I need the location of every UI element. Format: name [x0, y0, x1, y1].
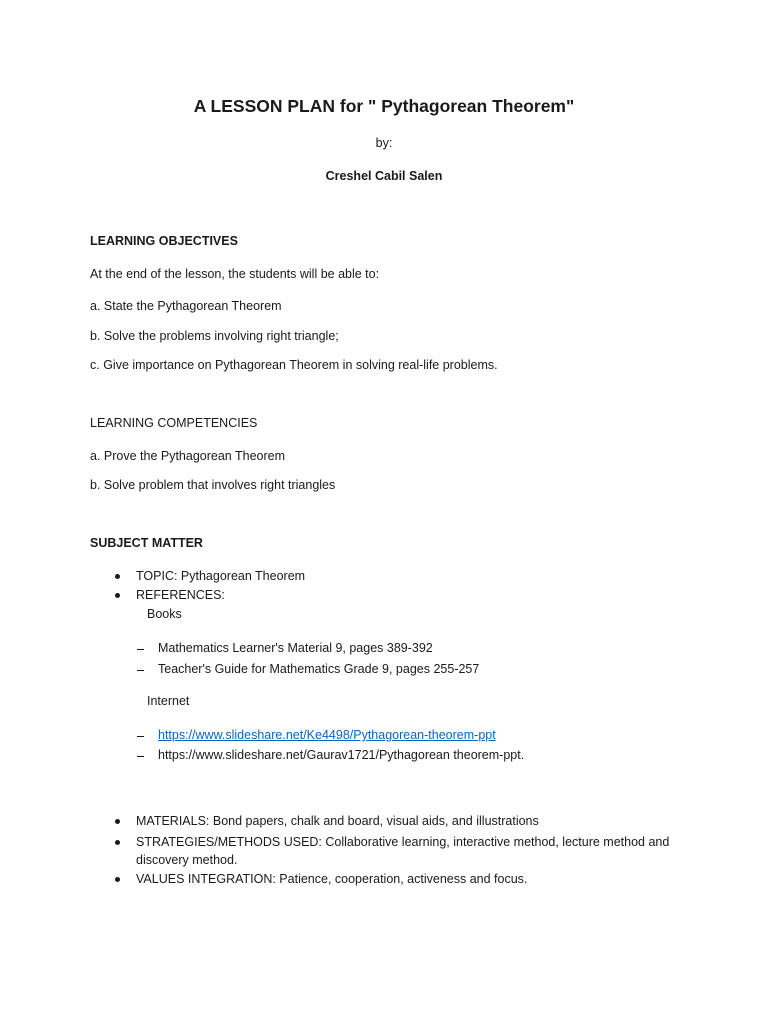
- dash-icon: [137, 756, 144, 757]
- objective-item-c: c. Give importance on Pythagorean Theorem in solving real-life problems.: [90, 358, 498, 372]
- objective-item-b: b. Solve the problems involving right triangle;: [90, 329, 339, 343]
- strategies-item: STRATEGIES/METHODS USED: Collaborative learning, interactive method, lecture method and: [136, 835, 670, 849]
- document-title: A LESSON PLAN for " Pythagorean Theorem": [193, 96, 575, 116]
- internet-label: Internet: [147, 694, 190, 708]
- competencies-heading: LEARNING COMPETENCIES: [90, 416, 258, 430]
- competency-item-a: a. Prove the Pythagorean Theorem: [90, 449, 286, 463]
- internet-reference-link[interactable]: https://www.slideshare.net/Ke4498/Pythagorean-theorem-ppt: [158, 728, 496, 742]
- byline: by:: [375, 136, 393, 150]
- competency-item-b: b. Solve problem that involves right triangles: [90, 478, 336, 492]
- bullet-icon: [115, 819, 120, 824]
- book-reference-item: Teacher's Guide for Mathematics Grade 9, pages 255-257: [158, 662, 480, 676]
- dash-icon: [137, 649, 144, 650]
- bullet-icon: [115, 593, 120, 598]
- bullet-icon: [115, 877, 120, 882]
- books-label: Books: [147, 607, 182, 621]
- internet-reference-item: https://www.slideshare.net/Gaurav1721/Pythagorean theorem-ppt.: [158, 748, 525, 762]
- subject-matter-heading: SUBJECT MATTER: [90, 536, 203, 550]
- dash-icon: [137, 670, 144, 671]
- topic-item: TOPIC: Pythagorean Theorem: [136, 569, 306, 583]
- strategies-item-continued: discovery method.: [136, 853, 238, 867]
- bullet-icon: [115, 574, 120, 579]
- book-reference-item: Mathematics Learner's Material 9, pages 389-392: [158, 641, 433, 655]
- materials-item: MATERIALS: Bond papers, chalk and board, visual aids, and illustrations: [136, 814, 539, 828]
- values-item: VALUES INTEGRATION: Patience, cooperation, activeness and focus.: [136, 872, 528, 886]
- references-label: REFERENCES:: [136, 588, 225, 602]
- objective-item-a: a. State the Pythagorean Theorem: [90, 299, 282, 313]
- objectives-heading: LEARNING OBJECTIVES: [90, 234, 238, 248]
- objectives-intro: At the end of the lesson, the students will be able to:: [90, 267, 380, 281]
- bullet-icon: [115, 840, 120, 845]
- dash-icon: [137, 736, 144, 737]
- author-name: Creshel Cabil Salen: [325, 169, 443, 183]
